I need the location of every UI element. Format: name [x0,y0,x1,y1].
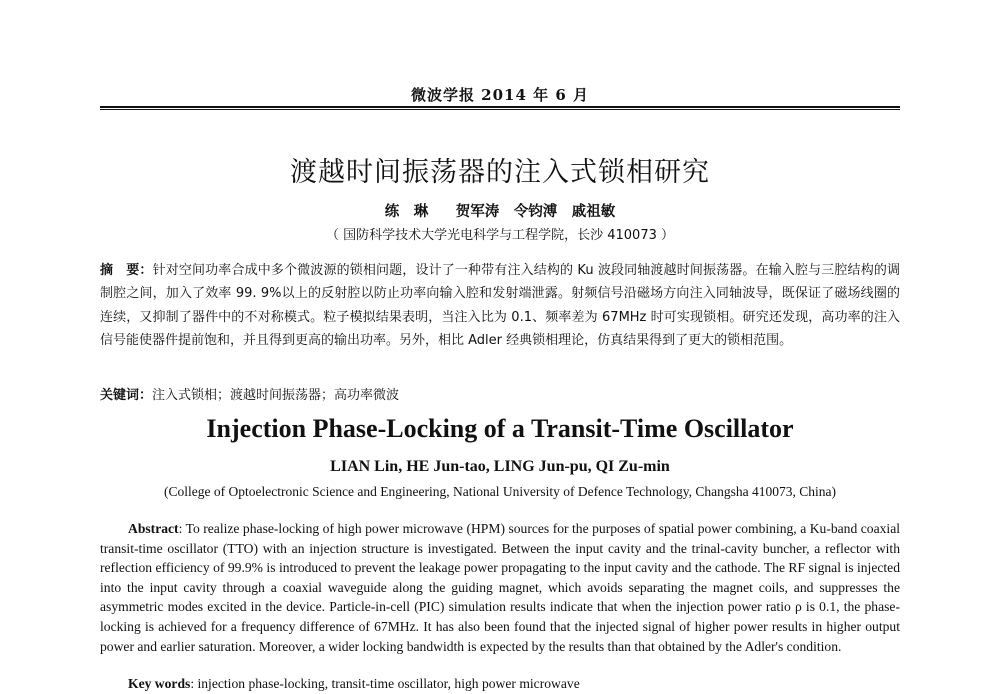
english-keywords-text: : injection phase-locking, transit-time oscillator, high power microwave [190,676,580,691]
header-rule-thick [100,106,900,108]
chinese-keywords-label: 关键词： [100,388,153,403]
chinese-authors: 练 琳 贺军涛 令钧溥 戚祖敏 [384,204,616,220]
chinese-keywords-text: 注入式锁相；渡越时间振荡器；高功率微波 [152,388,400,403]
chinese-abstract [100,259,900,353]
chinese-abstract-label: 摘 要： [100,263,153,278]
chinese-keywords [100,384,900,403]
english-abstract [100,519,900,656]
header-rule-thin [100,109,900,110]
english-title: Injection Phase-Locking of a Transit-Time Oscillator [206,414,794,443]
english-keywords [128,674,900,694]
running-head: 微波学报 2014 年 6 月 [410,86,590,104]
english-authors: LIAN Lin, HE Jun-tao, LING Jun-pu, QI Zu-min [330,458,670,475]
english-keywords-label: Key words [128,676,191,691]
chinese-affiliation: （ 国防科学技术大学光电科学与工程学院，长沙 410073 ） [325,228,675,243]
english-affiliation: (College of Optoelectronic Science and Engineering, National University of Defence Technology, Changsha 410073, China) [164,484,836,499]
chinese-abstract-text: 针对空间功率合成中多个微波源的锁相问题，设计了一种带有注入结构的 Ku 波段同轴渡越时间振荡器。在输入腔与三腔结构的调制腔之间，加入了效率 99. 9%以上的反射腔以防止功率向输入腔和发射端泄露。射频信号沿磁场方向注入同轴波导，既保证了磁场线圈的连续，又抑制了器件中的不对称模式。粒子模拟结果表明，当注入比为 0.1、频率差为 67MHz 时可实现锁相。研究还发现，高功率的注入信号能使器件提前饱和，并且得到更高的输出功率。另外，相比 Adler 经典锁相理论，仿真结果得到了更大的锁相范围。 [100,263,900,349]
chinese-title: 渡越时间振荡器的注入式锁相研究 [290,157,710,188]
english-abstract-text: : To realize phase-locking of high power microwave (HPM) sources for the purposes of spatial power combining, a Ku-band coaxial transit-time oscillator (TTO) with an injection structure is investigated. Between the input cavity and the trinal-cavity buncher, a reflector with reflection efficiency of 99.9% is introduced to prevent the leakage power propagating to the input cavity and the cathode. The RF signal is injected into the input cavity through a coaxial waveguide along the guiding magnet, which avoids separating the magnet coils, and suppresses the asymmetric modes excited in the device. Particle-in-cell (PIC) simulation results indicate that when the injection power ratio ρ is 0.1, the phase-locking is achieved for a frequency difference of 67MHz. It has also been found that the injected signal of higher power results in higher output power and earlier saturation. Moreover, a wider locking bandwidth is expected by the results than that obtained by the Adler's condition. [100,521,900,654]
english-abstract-label: Abstract [128,521,179,536]
